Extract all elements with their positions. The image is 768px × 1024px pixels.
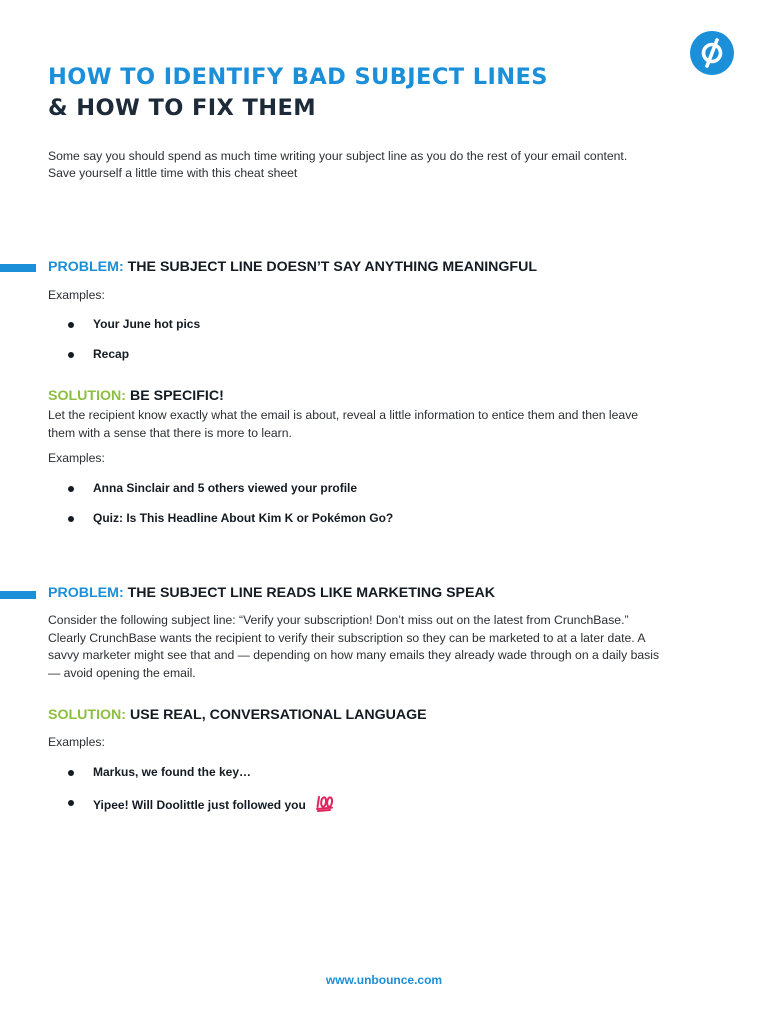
solution-text: USE REAL, CONVERSATIONAL LANGUAGE (129, 707, 427, 723)
list-item (72, 765, 251, 779)
problem-tag: PROBLEM: (48, 259, 124, 275)
solution-heading-2 (48, 707, 427, 723)
examples-label: Examples: (48, 451, 105, 465)
paragraph-line: — avoid opening the email. (48, 665, 196, 680)
solution-paragraph-1 (48, 407, 720, 442)
paragraph-line: savvy marketer might see that and — depending on how many emails they already wade through on a daily basis (48, 648, 660, 662)
list-item-text: Quiz: Is This Headline About Kim K or Pokémon Go? (93, 511, 394, 525)
problem-heading-2 (48, 585, 495, 601)
list-item-text: Anna Sinclair and 5 others viewed your profile (93, 481, 358, 495)
paragraph-line: Clearly CrunchBase wants the recipient to verify their subscription so they can be marketed to at a later date. A (48, 630, 646, 645)
bullet-icon (68, 800, 74, 806)
problem-text: THE SUBJECT LINE DOESN’T SAY ANYTHING MEANINGFUL (127, 259, 537, 275)
list-item (72, 347, 129, 361)
solution-tag: SOLUTION: (48, 707, 127, 723)
list-item (72, 481, 357, 495)
solution-tag: SOLUTION: (48, 388, 127, 404)
list-item (72, 317, 200, 331)
list-item-text: Yipee! Will Doolittle just followed you (93, 798, 306, 812)
page-title-line-2: & HOW TO FIX THEM (48, 95, 317, 121)
list-item-text: Recap (93, 347, 130, 361)
solution-text: BE SPECIFIC! (129, 388, 224, 404)
problem-heading-1 (48, 259, 537, 275)
bullet-icon (68, 352, 74, 358)
bullet-icon (68, 322, 74, 328)
bullet-icon (68, 486, 74, 492)
page-title-line-1: HOW TO IDENTIFY BAD SUBJECT LINES (48, 64, 548, 90)
problem-paragraph-2 (48, 612, 720, 682)
intro-line-2: Save yourself a little time with this cheat sheet (48, 165, 298, 180)
section-marker-bar (0, 264, 36, 272)
paragraph-line: them with a sense that there is more to learn. (48, 425, 292, 440)
examples-label: Examples: (48, 735, 105, 749)
list-item-text: Markus, we found the key… (93, 765, 252, 779)
list-item-text: Your June hot pics (93, 317, 201, 331)
paragraph-line: Let the recipient know exactly what the email is about, reveal a little information to entice them and then leave (48, 408, 639, 422)
list-item (72, 511, 393, 525)
bullet-icon (68, 770, 74, 776)
problem-text: THE SUBJECT LINE READS LIKE MARKETING SPEAK (127, 585, 495, 601)
hundred-points-emoji-icon (315, 795, 335, 815)
list-item (72, 795, 335, 815)
section-marker-bar (0, 591, 36, 599)
intro-paragraph (48, 148, 728, 181)
solution-heading-1 (48, 388, 224, 404)
intro-line-1: Some say you should spend as much time writing your subject line as you do the rest of your email content. (48, 149, 628, 163)
footer-url: www.unbounce.com (325, 973, 443, 987)
paragraph-line: Consider the following subject line: “Verify your subscription! Don’t miss out on the latest from CrunchBase.” (48, 613, 629, 627)
examples-label: Examples: (48, 288, 105, 302)
unbounce-logo-icon (690, 31, 734, 75)
problem-tag: PROBLEM: (48, 585, 124, 601)
bullet-icon (68, 516, 74, 522)
